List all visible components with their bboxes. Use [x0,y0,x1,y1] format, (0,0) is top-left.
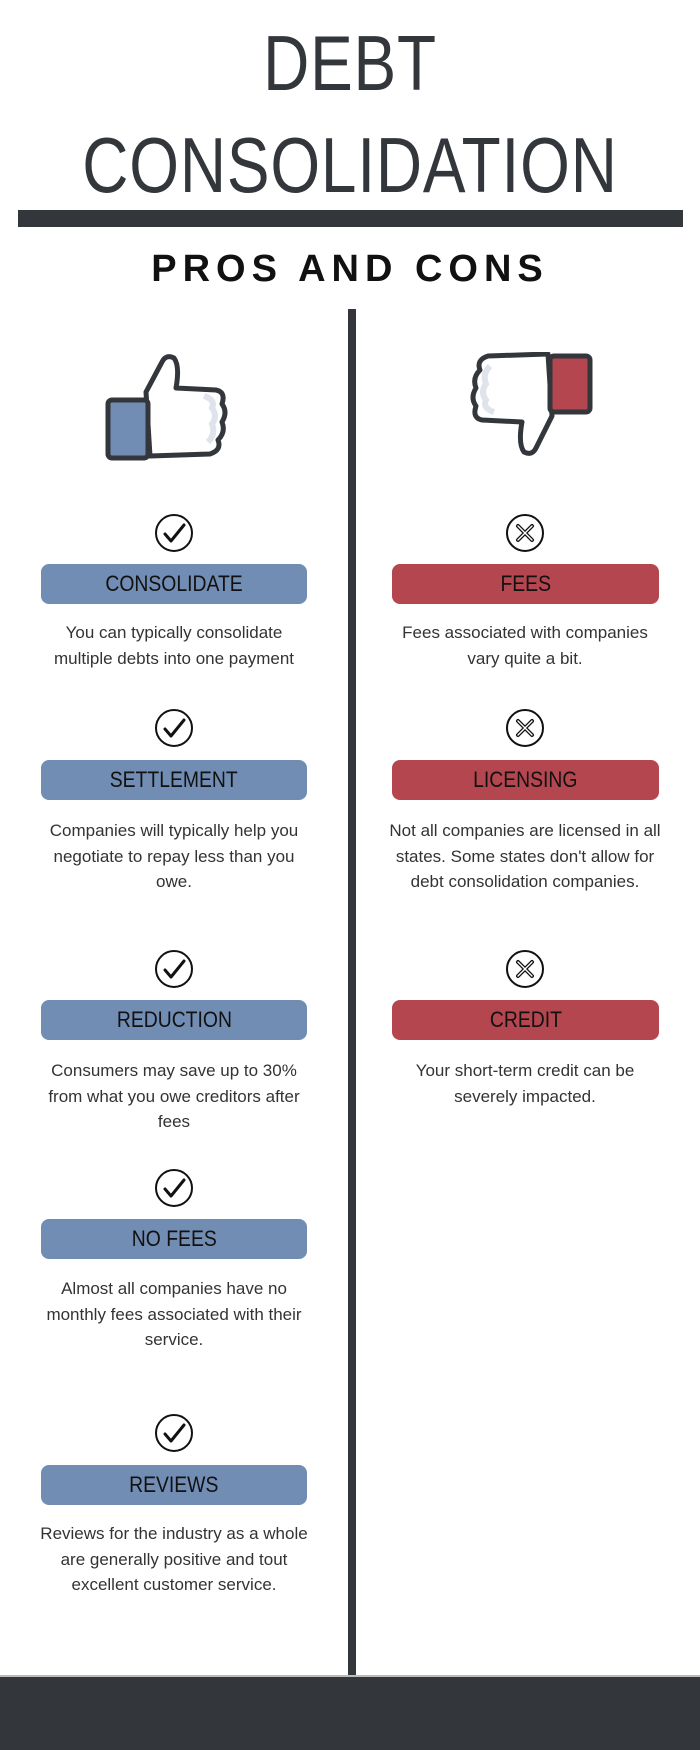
pro-description: Consumers may save up to 30% from what you owe creditors after fees [48,1061,300,1131]
thumbs-down-icon [464,352,594,464]
check-circle-icon [154,1413,194,1453]
column-divider [348,309,356,1679]
pro-label-text: SETTLEMENT [109,767,239,792]
title-divider [18,210,683,227]
subtitle: PROS AND CONS [151,248,549,290]
check-circle-icon [154,1168,194,1208]
pro-label [41,1465,307,1505]
pro-description: Companies will typically help you negotiate to repay less than you owe. [49,821,299,891]
x-circle-icon [505,708,545,748]
footer-bar [0,1675,700,1750]
pro-label [41,760,307,800]
con-label-text: CREDIT [489,1007,562,1032]
x-circle-icon [505,513,545,553]
pro-label-text: NO FEES [131,1226,217,1251]
con-label [392,760,659,800]
check-circle-icon [154,949,194,989]
con-label [392,1000,659,1040]
pro-label-text: REDUCTION [116,1007,232,1032]
pro-label [41,1000,307,1040]
check-circle-icon [154,708,194,748]
con-label [392,564,659,604]
con-description: Fees associated with companies vary quite a bit. [402,623,648,668]
con-description: Not all companies are licensed in all states. Some states don't allow for debt consolidation companies. [389,821,661,891]
pro-label [41,1219,307,1259]
con-description: Your short-term credit can be severely impacted. [415,1061,635,1106]
title-line-2: CONSOLIDATION [82,121,618,209]
con-label-text: LICENSING [473,767,578,792]
pro-description: You can typically consolidate multiple debts into one payment [53,623,295,668]
pro-description: Almost all companies have no monthly fees associated with their service. [46,1279,302,1349]
check-circle-icon [154,513,194,553]
con-label-text: FEES [500,571,551,596]
pro-label [41,564,307,604]
pro-description: Reviews for the industry as a whole are generally positive and tout excellent customer service. [40,1524,308,1594]
thumbs-up-icon [104,352,234,464]
pro-label-text: CONSOLIDATE [105,571,243,596]
pro-label-text: REVIEWS [129,1472,219,1497]
x-circle-icon [505,949,545,989]
title-line-1: DEBT [263,19,437,107]
